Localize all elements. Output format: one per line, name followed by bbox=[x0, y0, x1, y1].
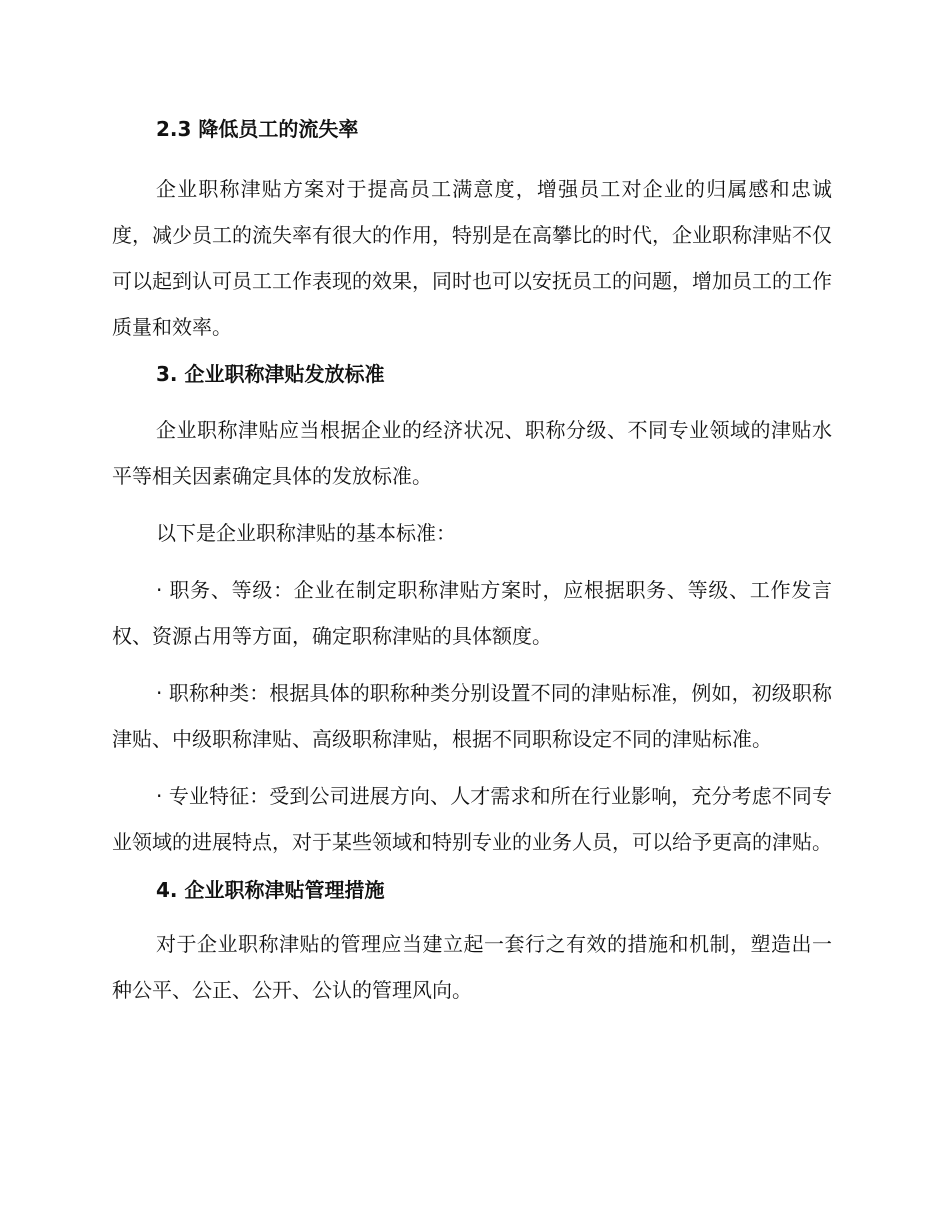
list-item: · 专业特征：受到公司进展方向、人才需求和所在行业影响，充分考虑不同专业领域的进展特点，对于某些领域和特别专业的业务人员，可以给予更高的津贴。 bbox=[112, 784, 832, 854]
document-body bbox=[112, 112, 832, 1013]
section-heading: 2.3 降低员工的流失率 bbox=[156, 117, 359, 141]
list-item: · 职称种类：根据具体的职称种类分别设置不同的津贴标准，例如，初级职称津贴、中级职称津贴、高级职称津贴，根据不同职称设定不同的津贴标准。 bbox=[112, 681, 832, 751]
section-heading: 4. 企业职称津贴管理措施 bbox=[156, 878, 385, 902]
paragraph: 以下是企业职称津贴的基本标准： bbox=[156, 521, 456, 545]
paragraph: 对于企业职称津贴的管理应当建立起一套行之有效的措施和机制，塑造出一种公平、公正、公开、公认的管理风向。 bbox=[112, 932, 832, 1002]
section-heading: 3. 企业职称津贴发放标准 bbox=[156, 362, 385, 386]
list-item: · 职务、等级：企业在制定职称津贴方案时，应根据职务、等级、工作发言权、资源占用等方面，确定职称津贴的具体额度。 bbox=[112, 578, 832, 648]
paragraph: 企业职称津贴应当根据企业的经济状况、职称分级、不同专业领域的津贴水平等相关因素确定具体的发放标准。 bbox=[112, 418, 832, 488]
paragraph: 企业职称津贴方案对于提高员工满意度，增强员工对企业的归属感和忠诚度，减少员工的流失率有很大的作用，特别是在高攀比的时代，企业职称津贴不仅可以起到认可员工工作表现的效果，同时也可以安抚员工的问题，增加员工的工作质量和效率。 bbox=[112, 177, 832, 339]
